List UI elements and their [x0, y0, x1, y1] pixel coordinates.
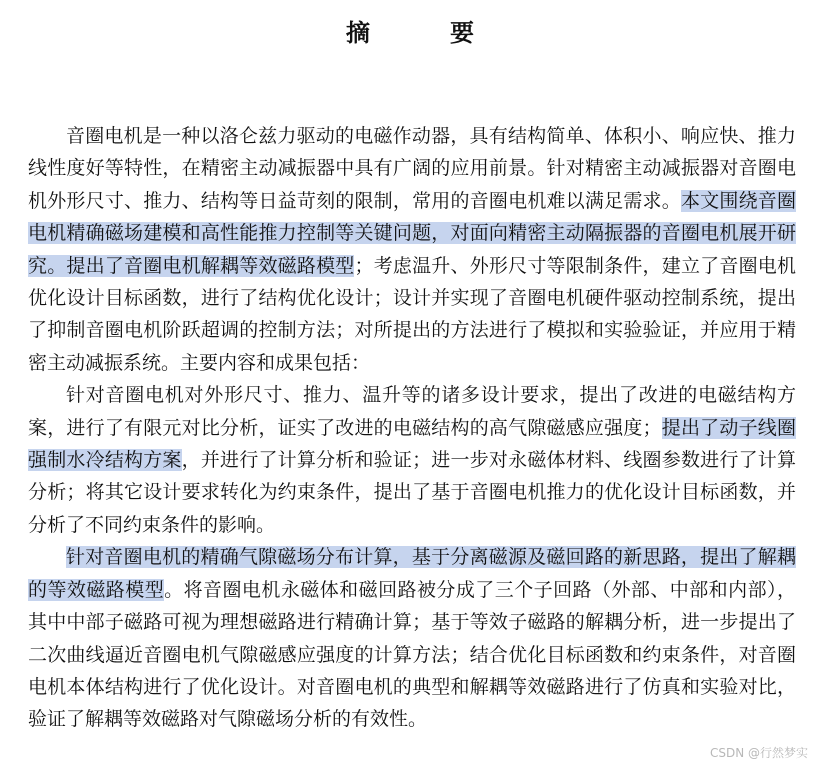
paragraph-1 [28, 120, 796, 379]
highlighted-text: 本文围绕音圈电机精确磁场建模和高性能推力控制等关键问题，对面向精密主动隔振器的音圈电机展开研究。提出了音圈电机解耦等效磁路模型 [28, 189, 796, 277]
paragraph-text: ，并进行了计算分析和验证；进一步对永磁体材料、线圈参数进行了计算分析；将其它设计要求转化为约束条件，提出了基于音圈电机推力的优化设计目标函数，并分析了不同约束条件的影响。 [28, 449, 796, 536]
paragraph-text: 。将音圈电机永磁体和磁回路被分成了三个子回路（外部、中部和内部），其中中部子磁路可视为理想磁路进行精确计算；基于等效子磁路的解耦分析，进一步提出了二次曲线逼近音圈电机气隙磁感应强度的计算方法；结合优化目标函数和约束条件，对音圈电机本体结构进行了优化设计。对音圈电机的典型和解耦等效磁路进行了仿真和实验对比，验证了解耦等效磁路对气隙磁场分析的有效性。 [28, 578, 796, 731]
watermark: CSDN @行然梦实 [709, 746, 808, 760]
paragraph-text: 针对音圈电机对外形尺寸、推力、温升等的诸多设计要求，提出了改进的电磁结构方案，进行了有限元对比分析，证实了改进的电磁结构的高气隙磁感应强度； [28, 384, 796, 439]
paragraph-2 [28, 379, 796, 541]
paragraph-text: 音圈电机是一种以洛仑兹力驱动的电磁作动器，具有结构简单、体积小、响应快、推力线性度好等特性，在精密主动减振器中具有广阔的应用前景。针对精密主动减振器对音圈电机外形尺寸、推力、结构等日益苛刻的限制，常用的音圈电机难以满足需求。 [28, 125, 796, 212]
highlighted-text: 针对音圈电机的精确气隙磁场分布计算，基于分离磁源及磁回路的新思路，提出了解耦的等效磁路模型 [28, 546, 796, 601]
paragraph-3 [28, 541, 796, 735]
highlighted-text: 提出了动子线圈强制水冷结构方案 [28, 416, 796, 472]
paragraph-text: ；考虑温升、外形尺寸等限制条件，建立了音圈电机优化设计目标函数，进行了结构优化设计；设计并实现了音圈电机硬件驱动控制系统，提出了抑制音圈电机阶跃超调的控制方法；对所提出的方法进行了模拟和实验验证，并应用于精密主动减振系统。主要内容和成果包括： [28, 254, 796, 374]
abstract-body [28, 120, 796, 736]
page-title: 摘 要 [346, 19, 502, 47]
